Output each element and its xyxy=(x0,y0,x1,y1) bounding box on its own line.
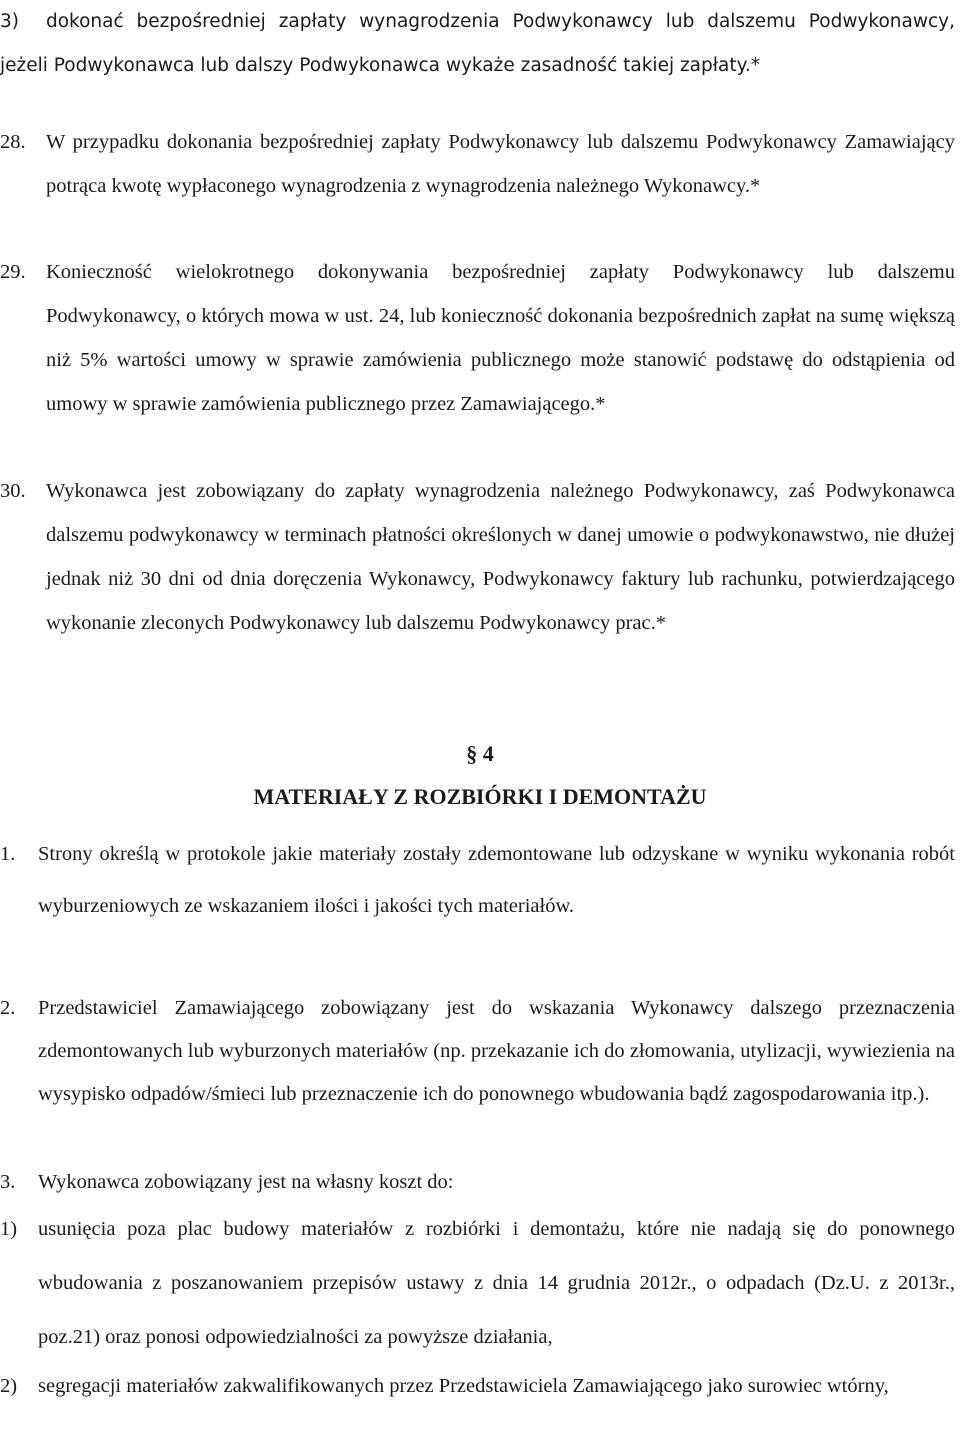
item-number: 1) xyxy=(0,1218,18,1240)
paragraph-item3: dokonać bezpośredniej zapłaty wynagrodzenia Podwykonawcy lub dalszemu Podwykonawcy, jeżeli Podwykonawca lub dalszy Podwykonawca wykaże zasadność takiej zapłaty.* xyxy=(0,11,955,76)
paragraph-s3-2: segregacji materiałów zakwalifikowanych przez Przedstawiciela Zamawiającego jako surowiec wtórny, xyxy=(38,1375,889,1397)
paragraph-s2: Przedstawiciel Zamawiającego zobowiązany jest do wskazania Wykonawcy dalszego przeznaczenia zdemontowanych lub wyburzonych materiałów (np. przekazanie ich do złomowania, utylizacji, wywiezienia na wysypisko odpadów/śmieci lub przeznaczenie ich do ponownego wbudowania bądź zagospodarowania itp.). xyxy=(38,997,955,1105)
paragraph-s3: Wykonawca zobowiązany jest na własny koszt do: xyxy=(38,1171,454,1193)
section-title: MATERIAŁY Z ROZBIÓRKI I DEMONTAŻU xyxy=(253,784,707,809)
item-number: 29. xyxy=(0,261,26,283)
item-number: 3. xyxy=(0,1171,16,1193)
item-number: 2. xyxy=(0,997,16,1019)
section-number: § 4 xyxy=(466,741,494,766)
item-number: 28. xyxy=(0,131,26,153)
paragraph-28: W przypadku dokonania bezpośredniej zapłaty Podwykonawcy lub dalszemu Podwykonawcy Zamawiający potrąca kwotę wypłaconego wynagrodzenia z wynagrodzenia należnego Wykonawcy.* xyxy=(46,131,955,197)
paragraph-s3-1: usunięcia poza plac budowy materiałów z rozbiórki i demontażu, które nie nadają się do ponownego wbudowania z poszanowaniem przepisów ustawy z dnia 14 grudnia 2012r., o odpadach (Dz.U. z 2013r., poz.21) oraz ponosi odpowiedzialności za powyższe działania, xyxy=(38,1218,955,1348)
paragraph-s1: Strony określą w protokole jakie materiały zostały zdemontowane lub odzyskane w wyniku wykonania robót wyburzeniowych ze wskazaniem ilości i jakości tych materiałów. xyxy=(38,843,955,917)
item-number: 1. xyxy=(0,843,16,865)
paragraph-29: Konieczność wielokrotnego dokonywania bezpośredniej zapłaty Podwykonawcy lub dalszemu Podwykonawcy, o których mowa w ust. 24, lub konieczność dokonania bezpośrednich zapłat na sumę większą niż 5% wartości umowy w sprawie zamówienia publicznego może stanowić podstawę do odstąpienia od umowy w sprawie zamówienia publicznego przez Zamawiającego.* xyxy=(46,261,955,415)
paragraph-30: Wykonawca jest zobowiązany do zapłaty wynagrodzenia należnego Podwykonawcy, zaś Podwykonawca dalszemu podwykonawcy w terminach płatności określonych w danej umowie o podwykonawstwo, nie dłużej jednak niż 30 dni od dnia doręczenia Wykonawcy, Podwykonawcy faktury lub rachunku, potwierdzającego wykonanie zleconych Podwykonawcy lub dalszemu Podwykonawcy prac.* xyxy=(46,480,955,634)
item-number: 2) xyxy=(0,1375,18,1397)
item-number: 3) xyxy=(0,11,19,32)
item-number: 30. xyxy=(0,480,26,502)
